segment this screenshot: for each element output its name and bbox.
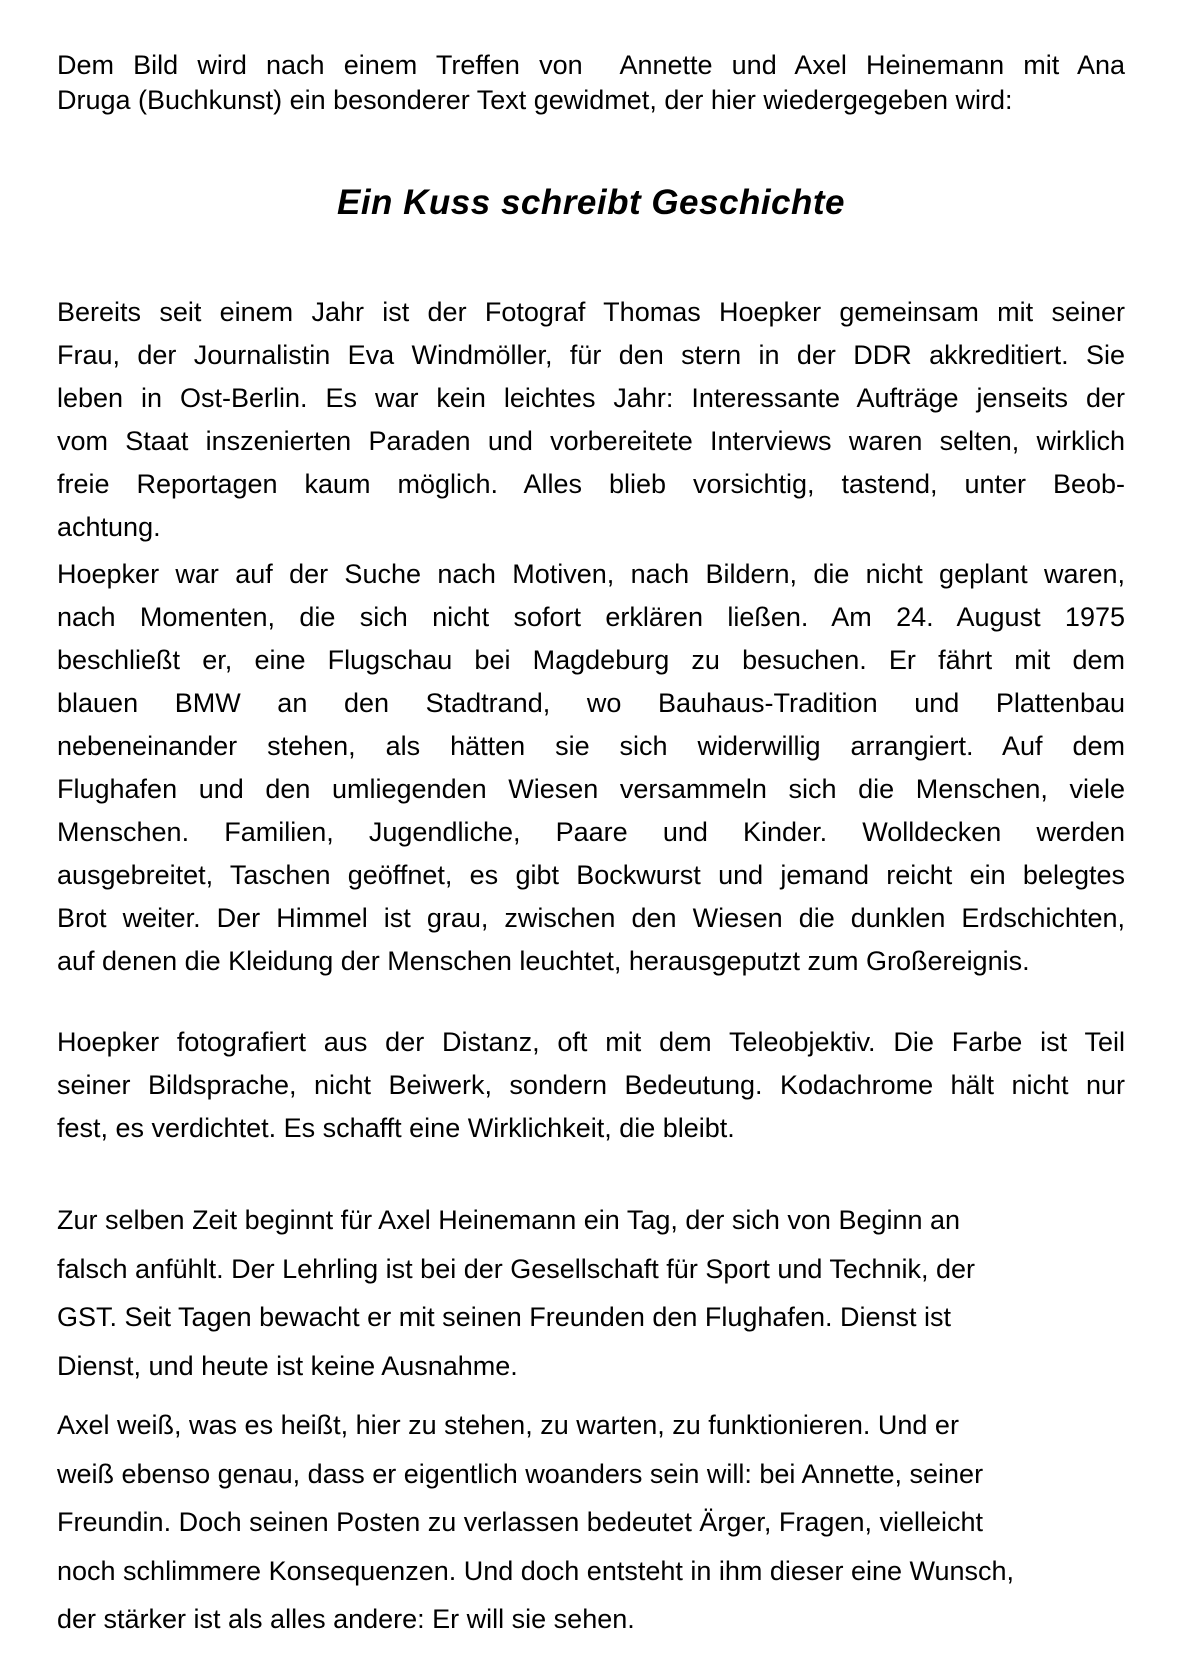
text-line: Hoepker war auf der Suche nach Motiven, nach Bildern, die nicht geplant waren, — [57, 559, 1125, 589]
text-line: weiß ebenso genau, dass er eigentlich woanders sein will: bei Annette, seiner — [57, 1458, 984, 1489]
text-line: Hoepker fotografiert aus der Distanz, oft mit dem Teleobjektiv. Die Farbe ist Teil — [57, 1027, 1125, 1057]
text-line: GST. Seit Tagen bewacht er mit seinen Freunden den Flughafen. Dienst ist — [57, 1302, 952, 1332]
text-line: Flughafen und den umliegenden Wiesen versammeln sich die Menschen, viele — [57, 774, 1125, 804]
text-line: leben in Ost-Berlin. Es war kein leichtes Jahr: Interessante Aufträge jenseits der — [57, 383, 1125, 413]
text-line: Zur selben Zeit beginnt für Axel Heinemann ein Tag, der sich von Beginn an — [57, 1205, 961, 1235]
text-line: Freundin. Doch seinen Posten zu verlassen bedeutet Ärger, Fragen, vielleicht — [57, 1507, 984, 1537]
paragraph-axel-weiss — [57, 1401, 1125, 1644]
text-line: blauen BMW an den Stadtrand, wo Bauhaus-Tradition und Plattenbau — [57, 688, 1125, 718]
text-line: der stärker ist als alles andere: Er will sie sehen. — [57, 1604, 635, 1634]
text-line: beschließt er, eine Flugschau bei Magdeburg zu besuchen. Er fährt mit dem — [57, 645, 1125, 675]
text-line: Dienst, und heute ist keine Ausnahme. — [57, 1350, 518, 1381]
text-line: Dem Bild wird nach einem Treffen von Annette und Axel Heinemann mit Ana — [57, 50, 1125, 80]
text-line: Brot weiter. Der Himmel ist grau, zwischen den Wiesen die dunklen Erdschichten, — [57, 903, 1125, 933]
text-line: Druga (Buchkunst) ein besonderer Text gewidmet, der hier wiedergegeben wird: — [57, 85, 1013, 115]
text-line: seiner Bildsprache, nicht Beiwerk, sondern Bedeutung. Kodachrome hält nicht nur — [57, 1070, 1125, 1100]
intro-paragraph — [57, 48, 1125, 118]
paragraph-distanz — [57, 1021, 1125, 1150]
text-line: achtung. — [57, 512, 161, 542]
paragraph-flugschau — [57, 553, 1125, 983]
text-line: Frau, der Journalistin Eva Windmöller, für den stern in der DDR akkreditiert. Sie — [57, 340, 1125, 370]
text-line: falsch anfühlt. Der Lehrling ist bei der Gesellschaft für Sport und Technik, der — [57, 1253, 975, 1284]
document-title: Ein Kuss schreibt Geschichte — [336, 183, 846, 222]
text-line: nach Momenten, die sich nicht sofort erklären ließen. Am 24. August 1975 — [57, 602, 1125, 632]
text-line: vom Staat inszenierten Paraden und vorbereitete Interviews waren selten, wirklich — [57, 426, 1125, 456]
paragraph-akkreditierung — [57, 291, 1125, 549]
text-line: Axel weiß, was es heißt, hier zu stehen, zu warten, zu funktionieren. Und er — [57, 1410, 959, 1440]
text-line: noch schlimmere Konsequenzen. Und doch entsteht in ihm dieser eine Wunsch, — [57, 1555, 1015, 1586]
text-line: nebeneinander stehen, als hätten sie sich widerwillig arrangiert. Auf dem — [57, 731, 1125, 761]
text-line: fest, es verdichtet. Es schafft eine Wirklichkeit, die bleibt. — [57, 1113, 735, 1143]
text-line: ausgebreitet, Taschen geöffnet, es gibt Bockwurst und jemand reicht ein belegtes — [57, 860, 1125, 890]
text-line: auf denen die Kleidung der Menschen leuchtet, herausgeputzt zum Großereignis. — [57, 946, 1030, 976]
text-line: Menschen. Familien, Jugendliche, Paare und Kinder. Wolldecken werden — [57, 817, 1125, 847]
text-line: freie Reportagen kaum möglich. Alles blieb vorsichtig, tastend, unter Beob- — [57, 469, 1125, 499]
paragraph-zur-selben-zeit — [57, 1196, 1125, 1390]
text-line: Bereits seit einem Jahr ist der Fotograf Thomas Hoepker gemeinsam mit seiner — [57, 297, 1125, 327]
